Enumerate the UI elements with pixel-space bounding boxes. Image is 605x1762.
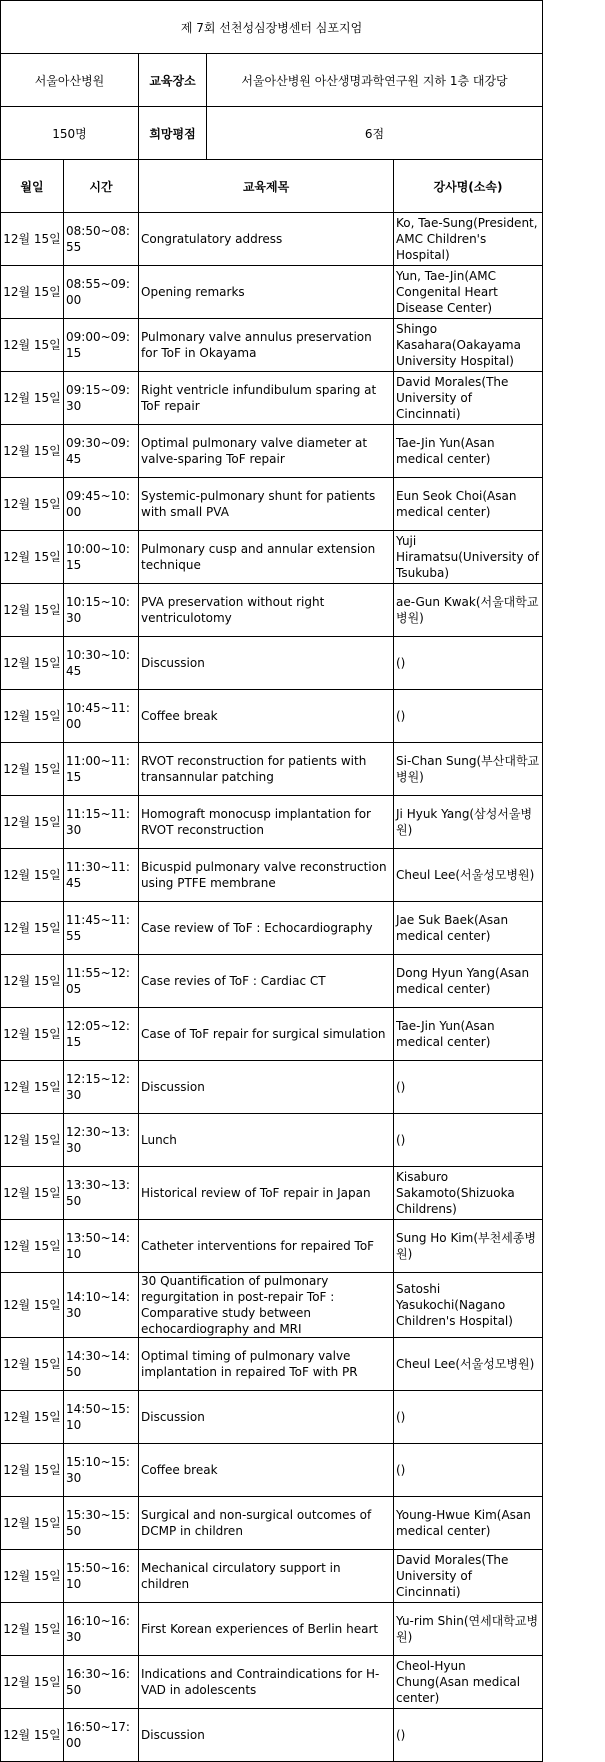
row-time: 09:00~09:15 [64,319,139,372]
row-topic: RVOT reconstruction for patients with transannular patching [139,743,394,796]
row-speaker: Yun, Tae-Jin(AMC Congenital Heart Disease Center) [394,266,543,319]
row-speaker: David Morales(The University of Cincinnati) [394,1550,543,1603]
document-title: 제 7회 선천성심장병센터 심포지엄 [1,1,543,54]
table-row [1,849,543,902]
row-date: 12월 15일 [1,1444,64,1497]
row-time: 12:15~12:30 [64,1061,139,1114]
row-topic: Catheter interventions for repaired ToF [139,1220,394,1273]
row-topic: Surgical and non-surgical outcomes of DCMP in children [139,1497,394,1550]
row-speaker: Cheol-Hyun Chung(Asan medical center) [394,1656,543,1709]
row-topic: Discussion [139,637,394,690]
table-row [1,637,543,690]
row-date: 12월 15일 [1,584,64,637]
row-date: 12월 15일 [1,425,64,478]
row-time: 13:50~14:10 [64,1220,139,1273]
schedule-header-row [1,160,543,213]
row-time: 11:15~11:30 [64,796,139,849]
row-date: 12월 15일 [1,1603,64,1656]
row-time: 11:55~12:05 [64,955,139,1008]
row-topic: Pulmonary valve annulus preservation for ToF in Okayama [139,319,394,372]
row-topic: Discussion [139,1061,394,1114]
row-date: 12월 15일 [1,1114,64,1167]
row-speaker: Young-Hwue Kim(Asan medical center) [394,1497,543,1550]
row-date: 12월 15일 [1,1656,64,1709]
hospital-name: 서울아산병원 [1,54,139,107]
header-topic: 교육제목 [139,160,394,213]
row-date: 12월 15일 [1,637,64,690]
row-speaker: () [394,1444,543,1497]
row-speaker: David Morales(The University of Cincinnati) [394,372,543,425]
row-speaker: () [394,1114,543,1167]
row-time: 09:30~09:45 [64,425,139,478]
row-speaker: () [394,1709,543,1762]
row-date: 12월 15일 [1,902,64,955]
row-speaker: () [394,690,543,743]
row-topic: Case revies of ToF : Cardiac CT [139,955,394,1008]
row-topic: Coffee break [139,1444,394,1497]
row-date: 12월 15일 [1,372,64,425]
row-date: 12월 15일 [1,796,64,849]
row-speaker: Tae-Jin Yun(Asan medical center) [394,1008,543,1061]
row-time: 11:00~11:15 [64,743,139,796]
row-speaker: Kisaburo Sakamoto(Shizuoka Childrens) [394,1167,543,1220]
row-time: 13:30~13:50 [64,1167,139,1220]
row-speaker: Sung Ho Kim(부천세종병원) [394,1220,543,1273]
row-date: 12월 15일 [1,1220,64,1273]
info-table [0,0,543,160]
row-time: 09:15~09:30 [64,372,139,425]
row-topic: Discussion [139,1391,394,1444]
score-value: 6점 [207,107,543,160]
row-topic: Case of ToF repair for surgical simulation [139,1008,394,1061]
table-row [1,1444,543,1497]
row-topic: Coffee break [139,690,394,743]
table-row [1,1008,543,1061]
table-row [1,1603,543,1656]
row-speaker: Cheul Lee(서울성모병원) [394,1338,543,1391]
row-date: 12월 15일 [1,1273,64,1338]
table-row [1,955,543,1008]
header-speaker: 강사명(소속) [394,160,543,213]
row-topic: Discussion [139,1709,394,1762]
table-row [1,213,543,266]
row-speaker: Satoshi Yasukochi(Nagano Children's Hospital) [394,1273,543,1338]
row-speaker: Shingo Kasahara(Oakayama University Hospital) [394,319,543,372]
row-date: 12월 15일 [1,266,64,319]
row-topic: First Korean experiences of Berlin heart [139,1603,394,1656]
row-time: 12:05~12:15 [64,1008,139,1061]
table-row [1,584,543,637]
table-row [1,1273,543,1338]
row-time: 08:55~09:00 [64,266,139,319]
row-speaker: () [394,1061,543,1114]
title-row [1,1,543,54]
schedule-body [1,213,543,1762]
row-topic: Systemic-pulmonary shunt for patients with small PVA [139,478,394,531]
row-speaker: Si-Chan Sung(부산대학교병원) [394,743,543,796]
row-topic: Opening remarks [139,266,394,319]
row-date: 12월 15일 [1,531,64,584]
row-date: 12월 15일 [1,955,64,1008]
row-speaker: Jae Suk Baek(Asan medical center) [394,902,543,955]
row-time: 15:30~15:50 [64,1497,139,1550]
row-date: 12월 15일 [1,1061,64,1114]
row-speaker: () [394,1391,543,1444]
row-date: 12월 15일 [1,1497,64,1550]
row-date: 12월 15일 [1,213,64,266]
row-date: 12월 15일 [1,1338,64,1391]
row-time: 10:45~11:00 [64,690,139,743]
row-topic: Homograft monocusp implantation for RVOT reconstruction [139,796,394,849]
row-topic: Lunch [139,1114,394,1167]
table-row [1,1220,543,1273]
table-row [1,1061,543,1114]
row-date: 12월 15일 [1,849,64,902]
row-time: 11:45~11:55 [64,902,139,955]
row-topic: Case review of ToF : Echocardiography [139,902,394,955]
row-topic: Indications and Contraindications for H-VAD in adolescents [139,1656,394,1709]
row-date: 12월 15일 [1,1008,64,1061]
capacity-value: 150명 [1,107,139,160]
table-row [1,319,543,372]
row-time: 14:30~14:50 [64,1338,139,1391]
table-row [1,372,543,425]
row-time: 14:10~14:30 [64,1273,139,1338]
row-time: 16:10~16:30 [64,1603,139,1656]
table-row [1,902,543,955]
row-time: 09:45~10:00 [64,478,139,531]
row-speaker: Eun Seok Choi(Asan medical center) [394,478,543,531]
table-row [1,1550,543,1603]
row-date: 12월 15일 [1,1391,64,1444]
row-speaker: Yu-rim Shin(연세대학교병원) [394,1603,543,1656]
row-time: 14:50~15:10 [64,1391,139,1444]
row-time: 11:30~11:45 [64,849,139,902]
schedule-table [0,159,543,1762]
row-topic: Optimal pulmonary valve diameter at valve-sparing ToF repair [139,425,394,478]
table-row [1,690,543,743]
table-row [1,796,543,849]
row-date: 12월 15일 [1,690,64,743]
row-date: 12월 15일 [1,1550,64,1603]
table-row [1,1497,543,1550]
row-speaker: Ji Hyuk Yang(삼성서울병원) [394,796,543,849]
header-time: 시간 [64,160,139,213]
row-date: 12월 15일 [1,1709,64,1762]
row-time: 12:30~13:30 [64,1114,139,1167]
row-speaker: () [394,637,543,690]
row-topic: Mechanical circulatory support in children [139,1550,394,1603]
table-row [1,531,543,584]
table-row [1,1391,543,1444]
row-topic: PVA preservation without right ventriculotomy [139,584,394,637]
row-topic: Congratulatory address [139,213,394,266]
row-speaker: Cheul Lee(서울성모병원) [394,849,543,902]
row-speaker: Yuji Hiramatsu(University of Tsukuba) [394,531,543,584]
row-topic: Right ventricle infundibulum sparing at ToF repair [139,372,394,425]
capacity-row [1,107,543,160]
row-topic: Optimal timing of pulmonary valve implantation in repaired ToF with PR [139,1338,394,1391]
table-row [1,266,543,319]
row-topic: Pulmonary cusp and annular extension technique [139,531,394,584]
row-time: 15:50~16:10 [64,1550,139,1603]
row-date: 12월 15일 [1,319,64,372]
score-label: 희망평점 [139,107,207,160]
table-row [1,1709,543,1762]
row-time: 16:50~17:00 [64,1709,139,1762]
row-time: 10:30~10:45 [64,637,139,690]
row-speaker: Dong Hyun Yang(Asan medical center) [394,955,543,1008]
venue-label: 교육장소 [139,54,207,107]
row-speaker: Ko, Tae-Sung(President, AMC Children's Hospital) [394,213,543,266]
table-row [1,478,543,531]
table-row [1,743,543,796]
venue-value: 서울아산병원 아산생명과학연구원 지하 1층 대강당 [207,54,543,107]
row-time: 10:15~10:30 [64,584,139,637]
table-row [1,425,543,478]
row-topic: Historical review of ToF repair in Japan [139,1167,394,1220]
row-topic: 30 Quantification of pulmonary regurgitation in post-repair ToF : Comparative study between echocardiography and MRI [139,1273,394,1338]
row-time: 15:10~15:30 [64,1444,139,1497]
row-speaker: Tae-Jin Yun(Asan medical center) [394,425,543,478]
header-date: 월일 [1,160,64,213]
row-speaker: ae-Gun Kwak(서울대학교병원) [394,584,543,637]
table-row [1,1656,543,1709]
row-time: 16:30~16:50 [64,1656,139,1709]
table-row [1,1114,543,1167]
row-date: 12월 15일 [1,743,64,796]
row-time: 08:50~08:55 [64,213,139,266]
row-topic: Bicuspid pulmonary valve reconstruction using PTFE membrane [139,849,394,902]
table-row [1,1338,543,1391]
table-row [1,1167,543,1220]
row-date: 12월 15일 [1,1167,64,1220]
venue-row [1,54,543,107]
row-time: 10:00~10:15 [64,531,139,584]
row-date: 12월 15일 [1,478,64,531]
